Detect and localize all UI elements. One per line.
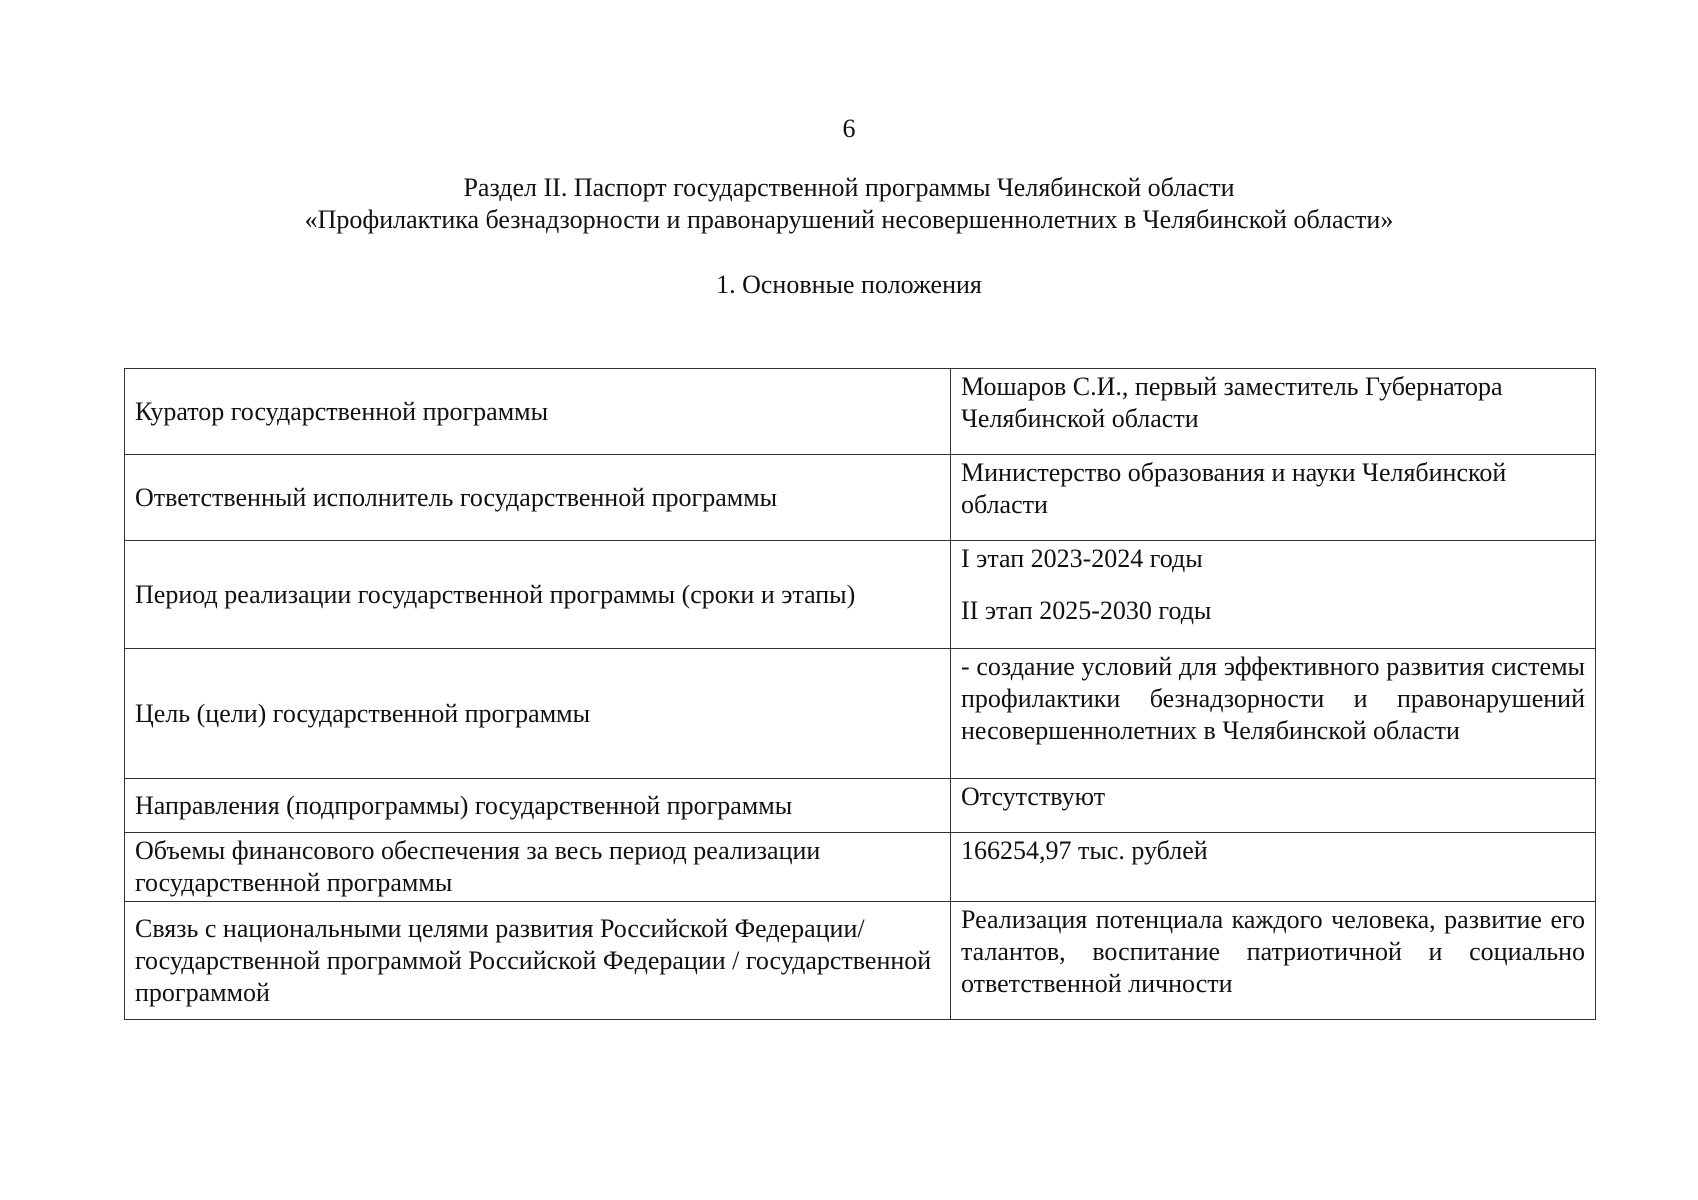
row-value-period — [951, 541, 1596, 649]
subsection-title: 1. Основные положения — [716, 270, 982, 299]
row-value-executor: Министерство образования и науки Челябинской области — [951, 455, 1596, 541]
row-value-national-goals: Реализация потенциала каждого человека, развитие его талантов, воспитание патриотичной и социально ответственной личности — [951, 902, 1596, 1020]
table-row-curator — [125, 369, 1596, 455]
section-title-line-1: Раздел II. Паспорт государственной программы Челябинской области — [463, 173, 1235, 202]
period-stage-1: I этап 2023-2024 годы — [961, 544, 1203, 573]
section-title-line-2: «Профилактика безнадзорности и правонарушений несовершеннолетних в Челябинской области» — [304, 205, 1394, 234]
row-value-curator: Мошаров С.И., первый заместитель Губернатора Челябинской области — [951, 369, 1596, 455]
table-row-period — [125, 541, 1596, 649]
row-label-funding: Объемы финансового обеспечения за весь период реализации государственной программы — [125, 833, 951, 902]
page-number: 6 — [842, 114, 856, 143]
row-label-goal: Цель (цели) государственной программы — [125, 649, 951, 779]
row-label-curator: Куратор государственной программы — [125, 369, 951, 455]
row-label-directions: Направления (подпрограммы) государственной программы — [125, 779, 951, 833]
row-label-executor: Ответственный исполнитель государственной программы — [125, 455, 951, 541]
passport-table — [124, 368, 1596, 1020]
row-value-goal: - создание условий для эффективного развития системы профилактики безнадзорности и правонарушений несовершеннолетних в Челябинской области — [951, 649, 1596, 779]
section-title — [0, 172, 1698, 236]
table-row-executor — [125, 455, 1596, 541]
table-row-goal — [125, 649, 1596, 779]
table-row-funding — [125, 833, 1596, 902]
table-row-national-goals — [125, 902, 1596, 1020]
table-row-directions — [125, 779, 1596, 833]
row-label-national-goals: Связь с национальными целями развития Российской Федерации/ государственной программой Российской Федерации / государственной программой — [125, 902, 951, 1020]
period-stage-2: II этап 2025-2030 годы — [961, 596, 1212, 625]
row-value-funding: 166254,97 тыс. рублей — [951, 833, 1596, 902]
row-value-directions: Отсутствуют — [951, 779, 1596, 833]
row-label-period: Период реализации государственной программы (сроки и этапы) — [125, 541, 951, 649]
